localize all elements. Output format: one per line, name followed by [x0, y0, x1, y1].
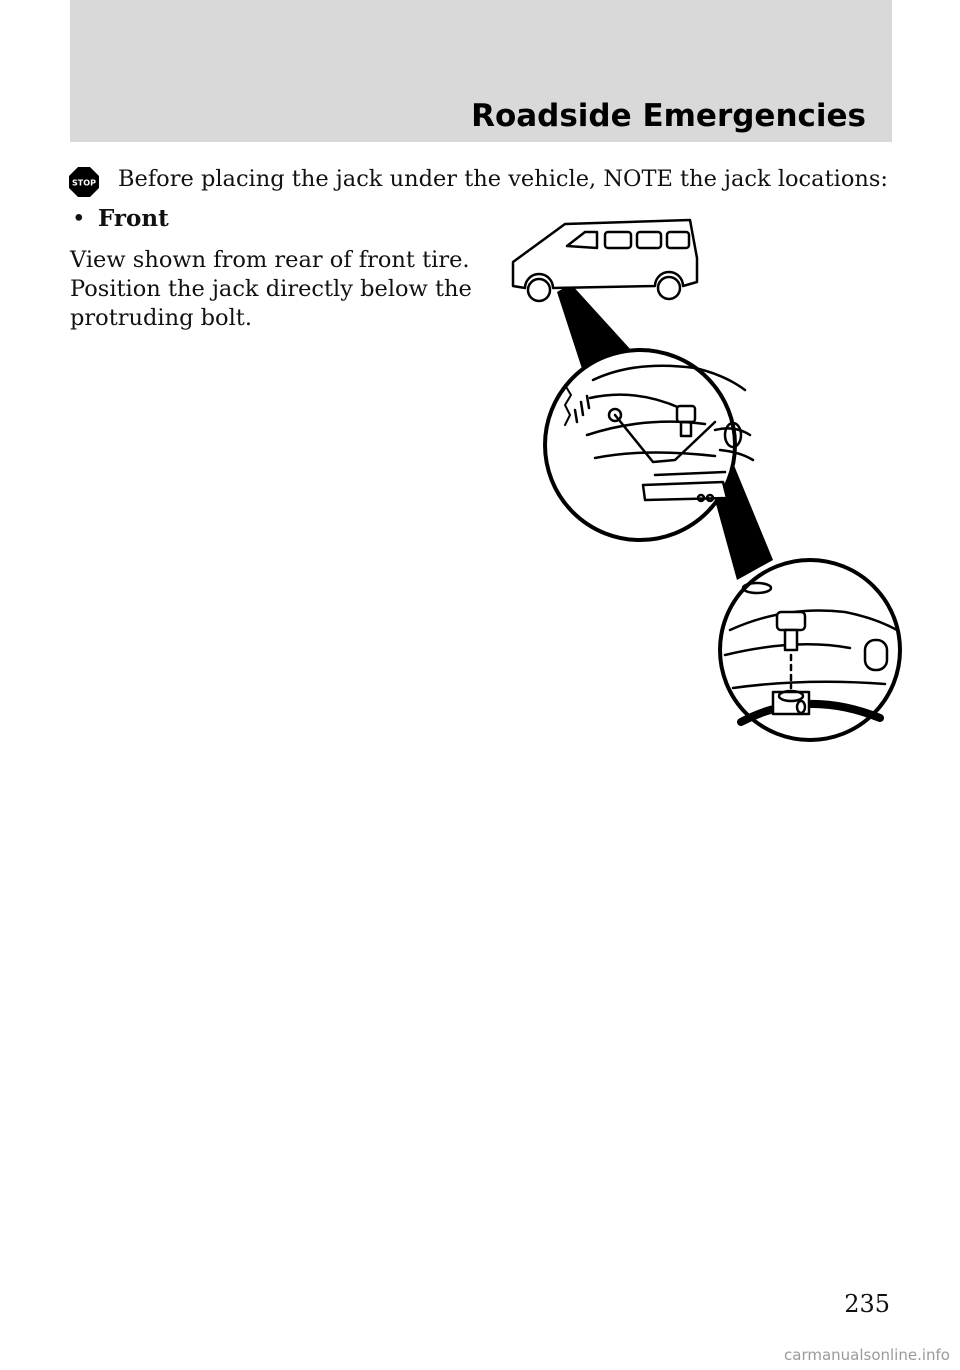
instruction-line: View shown from rear of front tire. [70, 247, 470, 273]
page-header [70, 0, 892, 142]
watermark: carmanualsonline.info [784, 1346, 950, 1364]
instruction-line: protruding bolt. [70, 305, 252, 331]
jack-location-illustration [505, 210, 905, 755]
bolt-closeup-detail [720, 560, 900, 740]
warning-text: Before placing the jack under the vehicle, NOTE the jack locations: [118, 166, 888, 192]
bullet-label: Front [98, 205, 169, 232]
page-number: 235 [844, 1290, 890, 1318]
section-title: Roadside Emergencies [471, 98, 866, 134]
bullet-item [72, 205, 169, 232]
instruction-text [70, 246, 490, 333]
instruction-line: Position the jack directly below the [70, 276, 472, 302]
vehicle-side-icon [513, 220, 697, 301]
bullet-symbol: • [72, 206, 86, 232]
stop-icon-label: STOP [72, 178, 96, 188]
stop-sign-icon [68, 166, 100, 198]
